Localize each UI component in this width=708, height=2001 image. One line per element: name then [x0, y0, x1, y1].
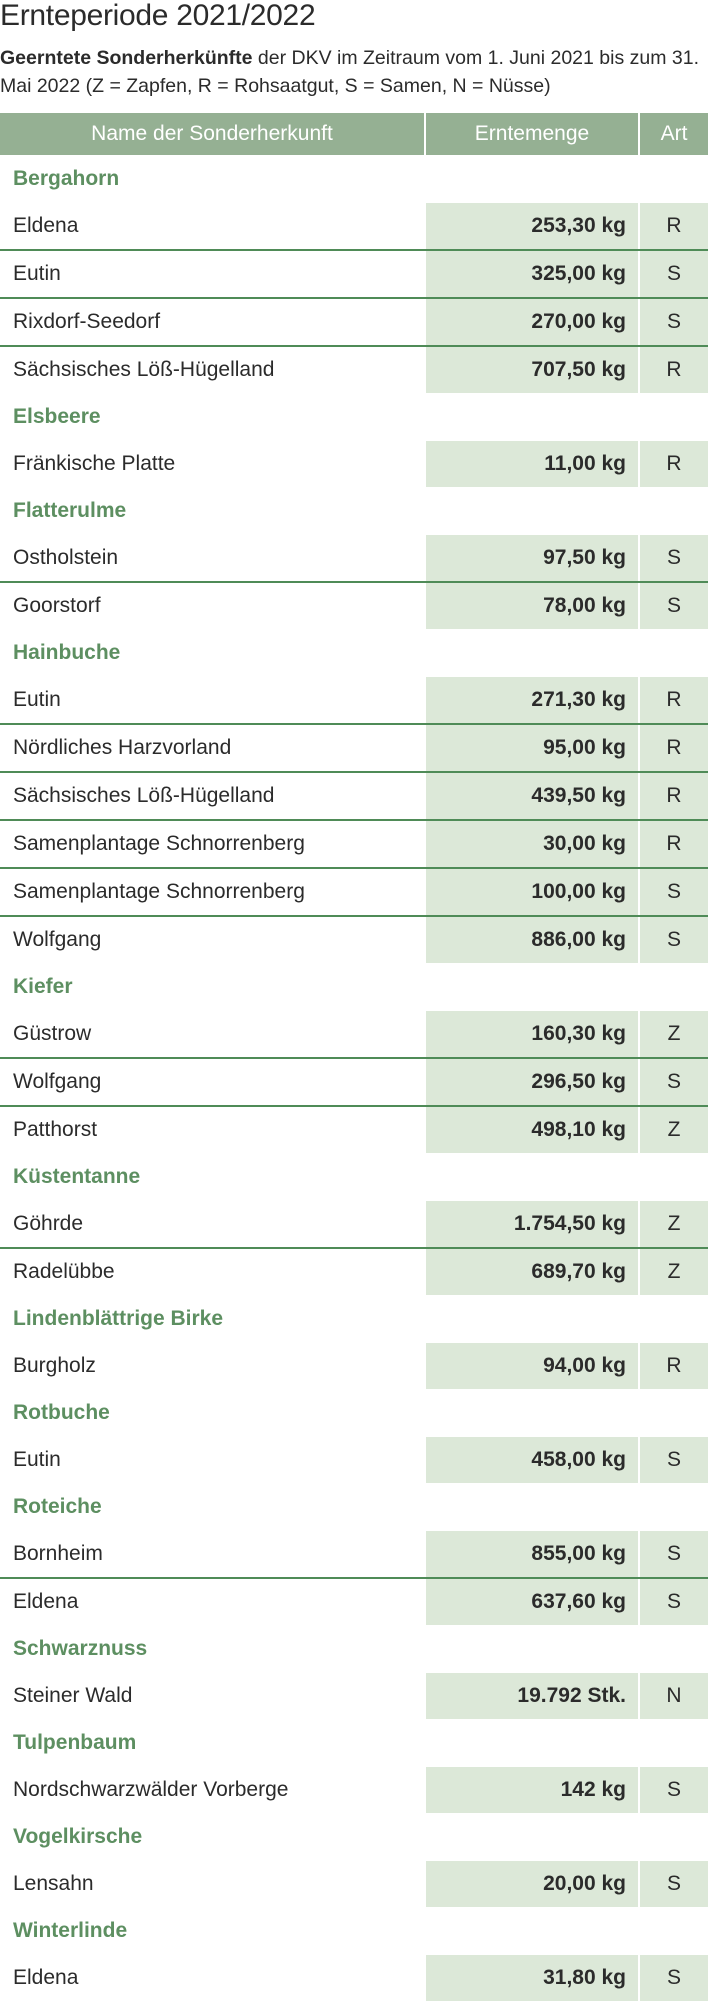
origin-name-cell: Güstrow: [0, 1011, 424, 1057]
table-row: [0, 869, 708, 915]
species-heading: Vogelkirsche: [13, 1825, 143, 1848]
origin-name-cell: Eutin: [0, 1437, 424, 1483]
table-header-row: [0, 113, 708, 155]
origin-name-cell: Eldena: [0, 203, 424, 249]
species-heading: Rotbuche: [13, 1401, 110, 1424]
row-divider: [0, 297, 708, 299]
origin-name-cell: Radelübbe: [0, 1249, 424, 1295]
table-row: [0, 251, 708, 297]
type-cell: R: [640, 677, 708, 723]
harvest-amount-cell: 94,00 kg: [426, 1343, 638, 1389]
type-cell: R: [640, 1343, 708, 1389]
type-cell: S: [640, 583, 708, 629]
species-heading: Küstentanne: [13, 1165, 141, 1188]
table-row: [0, 203, 708, 249]
row-divider: [0, 1577, 708, 1579]
origin-name-cell: Rixdorf-Seedorf: [0, 299, 424, 345]
type-cell: S: [640, 1059, 708, 1105]
harvest-amount-cell: 707,50 kg: [426, 347, 638, 393]
species-heading: Tulpenbaum: [13, 1731, 137, 1754]
harvest-amount-cell: 296,50 kg: [426, 1059, 638, 1105]
row-divider: [0, 1105, 708, 1107]
row-divider: [0, 915, 708, 917]
type-cell: S: [640, 1437, 708, 1483]
type-cell: Z: [640, 1011, 708, 1057]
harvest-amount-cell: 271,30 kg: [426, 677, 638, 723]
type-cell: Z: [640, 1201, 708, 1247]
harvest-amount-cell: 31,80 kg: [426, 1955, 638, 2001]
row-divider: [0, 819, 708, 821]
type-cell: R: [640, 441, 708, 487]
harvest-amount-cell: 458,00 kg: [426, 1437, 638, 1483]
row-divider: [0, 723, 708, 725]
origin-name-cell: Wolfgang: [0, 1059, 424, 1105]
origin-name-cell: Wolfgang: [0, 917, 424, 963]
harvest-amount-cell: 95,00 kg: [426, 725, 638, 771]
table-row: [0, 347, 708, 393]
header-art: Art: [660, 122, 688, 145]
harvest-amount-cell: 439,50 kg: [426, 773, 638, 819]
harvest-amount-cell: 20,00 kg: [426, 1861, 638, 1907]
origin-name-cell: Eutin: [0, 677, 424, 723]
table-row: [0, 1201, 708, 1247]
type-cell: S: [640, 535, 708, 581]
origin-name-cell: Eldena: [0, 1579, 424, 1625]
table-row: [0, 1955, 708, 2001]
row-divider: [0, 249, 708, 251]
origin-name-cell: Göhrde: [0, 1201, 424, 1247]
harvest-amount-cell: 270,00 kg: [426, 299, 638, 345]
species-heading: Kiefer: [13, 975, 73, 998]
harvest-amount-cell: 498,10 kg: [426, 1107, 638, 1153]
table-row: [0, 535, 708, 581]
table-row: [0, 1107, 708, 1153]
harvest-amount-cell: 689,70 kg: [426, 1249, 638, 1295]
harvest-amount-cell: 160,30 kg: [426, 1011, 638, 1057]
header-amount: Erntemenge: [474, 122, 590, 145]
table-row: [0, 1059, 708, 1105]
table-row: [0, 917, 708, 963]
harvest-amount-cell: 1.754,50 kg: [426, 1201, 638, 1247]
type-cell: R: [640, 725, 708, 771]
origin-name-cell: Burgholz: [0, 1343, 424, 1389]
table-row: [0, 1343, 708, 1389]
type-cell: S: [640, 299, 708, 345]
type-cell: R: [640, 203, 708, 249]
row-divider: [0, 345, 708, 347]
table-row: [0, 1531, 708, 1577]
table-row: [0, 677, 708, 723]
species-heading: Bergahorn: [13, 167, 120, 190]
caption-text: der DKV im Zeitraum vom 1. Juni 2021 bis zum 31. Mai 2022 (Z = Zapfen, R = Rohsaatgut, S = Samen, N = Nüsse): [0, 47, 699, 97]
harvest-table: [0, 113, 708, 2000]
table-row: [0, 1579, 708, 1625]
origin-name-cell: Sächsisches Löß-Hügelland: [0, 773, 424, 819]
harvest-amount-cell: 325,00 kg: [426, 251, 638, 297]
table-row: [0, 1249, 708, 1295]
harvest-amount-cell: 19.792 Stk.: [426, 1673, 638, 1719]
table-row: [0, 821, 708, 867]
harvest-amount-cell: 637,60 kg: [426, 1579, 638, 1625]
harvest-amount-cell: 100,00 kg: [426, 869, 638, 915]
table-row: [0, 1767, 708, 1813]
origin-name-cell: Nördliches Harzvorland: [0, 725, 424, 771]
harvest-amount-cell: 886,00 kg: [426, 917, 638, 963]
type-cell: N: [640, 1673, 708, 1719]
origin-name-cell: Fränkische Platte: [0, 441, 424, 487]
species-heading: Lindenblättrige Birke: [13, 1307, 224, 1330]
page-title: Ernteperiode 2021/2022: [0, 0, 316, 32]
origin-name-cell: Lensahn: [0, 1861, 424, 1907]
harvest-amount-cell: 30,00 kg: [426, 821, 638, 867]
type-cell: R: [640, 347, 708, 393]
species-heading: Elsbeere: [13, 405, 101, 428]
row-divider: [0, 771, 708, 773]
origin-name-cell: Goorstorf: [0, 583, 424, 629]
row-divider: [0, 1057, 708, 1059]
species-heading: Hainbuche: [13, 641, 121, 664]
table-row: [0, 1861, 708, 1907]
type-cell: R: [640, 773, 708, 819]
caption-lead: Geerntete Sonderherkünfte: [0, 47, 253, 69]
origin-name-cell: Ostholstein: [0, 535, 424, 581]
type-cell: S: [640, 917, 708, 963]
table-row: [0, 441, 708, 487]
origin-name-cell: Samenplantage Schnorrenberg: [0, 821, 424, 867]
species-heading: Flatterulme: [13, 499, 127, 522]
type-cell: S: [640, 251, 708, 297]
species-heading: Roteiche: [13, 1495, 102, 1518]
species-heading: Schwarznuss: [13, 1637, 148, 1660]
type-cell: S: [640, 869, 708, 915]
table-row: [0, 583, 708, 629]
table-row: [0, 725, 708, 771]
harvest-amount-cell: 97,50 kg: [426, 535, 638, 581]
header-name: Name der Sonderherkunft: [91, 122, 333, 145]
origin-name-cell: Sächsisches Löß-Hügelland: [0, 347, 424, 393]
origin-name-cell: Nordschwarzwälder Vorberge: [0, 1767, 424, 1813]
harvest-amount-cell: 142 kg: [426, 1767, 638, 1813]
origin-name-cell: Eutin: [0, 251, 424, 297]
origin-name-cell: Patthorst: [0, 1107, 424, 1153]
type-cell: S: [640, 1861, 708, 1907]
table-row: [0, 299, 708, 345]
type-cell: Z: [640, 1249, 708, 1295]
origin-name-cell: Steiner Wald: [0, 1673, 424, 1719]
type-cell: S: [640, 1767, 708, 1813]
table-row: [0, 1437, 708, 1483]
harvest-amount-cell: 11,00 kg: [426, 441, 638, 487]
type-cell: S: [640, 1531, 708, 1577]
harvest-amount-cell: 78,00 kg: [426, 583, 638, 629]
species-heading: Winterlinde: [13, 1919, 128, 1942]
origin-name-cell: Eldena: [0, 1955, 424, 2001]
harvest-amount-cell: 855,00 kg: [426, 1531, 638, 1577]
table-caption: [0, 44, 700, 102]
row-divider: [0, 581, 708, 583]
type-cell: Z: [640, 1107, 708, 1153]
origin-name-cell: Samenplantage Schnorrenberg: [0, 869, 424, 915]
origin-name-cell: Bornheim: [0, 1531, 424, 1577]
type-cell: S: [640, 1579, 708, 1625]
type-cell: S: [640, 1955, 708, 2001]
harvest-amount-cell: 253,30 kg: [426, 203, 638, 249]
table-row: [0, 1673, 708, 1719]
row-divider: [0, 867, 708, 869]
table-row: [0, 1011, 708, 1057]
table-row: [0, 773, 708, 819]
type-cell: R: [640, 821, 708, 867]
row-divider: [0, 1247, 708, 1249]
